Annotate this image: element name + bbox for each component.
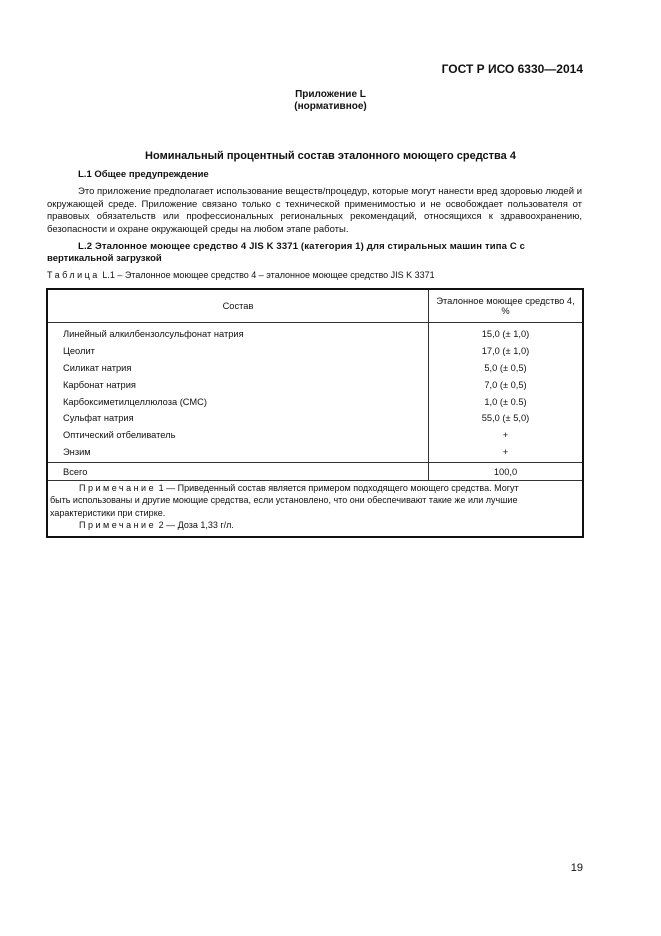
- total-name: Всего: [47, 463, 429, 481]
- table-notes-row: [47, 481, 583, 537]
- section-l1-paragraph: [47, 186, 582, 236]
- page-number: 19: [570, 862, 583, 874]
- section-l1-text: Это приложение предполагает использование веществ/процедур, которые могут нанести вред здоровью людей и окружающей среде. Приложение связано только с технической применимостью и не освобождает пользователя от правовых обязательств или профессиональных региональных рекомендаций, относящихся к здравоохранению, безопасности и охране окружающей среды на любом этапе работы.: [47, 186, 582, 235]
- row-value: 1,0 (± 0.5): [484, 396, 527, 407]
- row-name: Карбонат натрия: [47, 376, 429, 393]
- document-code: ГОСТ Р ИСО 6330—2014: [441, 62, 583, 76]
- row-value: 17,0 (± 1,0): [481, 346, 530, 357]
- table-notes: [47, 481, 583, 537]
- note-1-line1: [50, 482, 580, 494]
- note-2-line: [50, 519, 580, 531]
- row-value: 55,0 (± 5,0): [481, 413, 530, 424]
- note-1: [50, 482, 580, 519]
- table-row: [47, 343, 583, 360]
- note-2-number: 2 —: [158, 519, 176, 530]
- note-1-number: 1 —: [158, 483, 176, 494]
- annex-title: Приложение L: [295, 89, 366, 100]
- section-heading-l1: L.1 Общее предупреждение: [78, 169, 209, 180]
- column-header-composition: Состав: [47, 289, 429, 323]
- note-2: [50, 519, 580, 531]
- table-row: [47, 444, 583, 463]
- total-value: 100,0: [429, 463, 584, 481]
- table-row: [47, 410, 583, 427]
- table-total-row: [47, 463, 583, 481]
- table-header-row: [47, 289, 583, 323]
- annex-status: (нормативное): [294, 101, 367, 112]
- section-heading-l2-line1: L.2 Эталонное моющее средство 4 JIS K 3371 (категория 1) для стиральных машин типа С с: [78, 241, 526, 252]
- table-caption: [47, 270, 435, 280]
- row-value: 15,0 (± 1,0): [481, 329, 530, 340]
- table-row: [47, 323, 583, 343]
- main-title: Номинальный процентный состав эталонного моющего средства 4: [145, 150, 516, 162]
- column-header-detergent: [429, 289, 584, 323]
- table-row: [47, 376, 583, 393]
- note-1-text-line3: характеристики при стирке.: [50, 507, 166, 518]
- table-caption-text: L.1 – Эталонное моющее средство 4 – эталонное моющее средство JIS K 3371: [102, 270, 435, 280]
- note-2-label: Примечание: [79, 519, 157, 530]
- row-name: Линейный алкилбензолсульфонат натрия: [47, 323, 429, 343]
- table-caption-label: Таблица: [47, 270, 100, 280]
- table-row: [47, 360, 583, 377]
- section-heading-l2-line2: вертикальной загрузкой: [47, 253, 162, 264]
- column-header-detergent-line1: Эталонное моющее средство 4,: [436, 296, 575, 306]
- table-row: [47, 393, 583, 410]
- row-name: Оптический отбеливатель: [47, 427, 429, 444]
- row-name: Цеолит: [47, 343, 429, 360]
- composition-table: [46, 288, 584, 538]
- column-header-detergent-line2: %: [501, 306, 510, 316]
- note-1-label: Примечание: [79, 483, 157, 494]
- row-value: +: [502, 430, 509, 441]
- note-1-text-line2: быть использованы и другие моющие средства, если установлено, что они обеспечивают такие же или лучшие: [50, 495, 518, 506]
- row-name: Сульфат натрия: [47, 410, 429, 427]
- row-name: Силикат натрия: [47, 360, 429, 377]
- row-name: Энзим: [47, 444, 429, 463]
- row-value: 7,0 (± 0,5): [484, 379, 527, 390]
- row-value: +: [502, 446, 509, 457]
- note-1-text-line1: Приведенный состав является примером подходящего моющего средства. Могут: [177, 483, 519, 494]
- row-value: 5,0 (± 0,5): [484, 362, 527, 373]
- table-row: [47, 427, 583, 444]
- note-2-text: Доза 1,33 г/л.: [177, 519, 234, 530]
- row-name: Карбоксиметилцеллюлоза (СМС): [47, 393, 429, 410]
